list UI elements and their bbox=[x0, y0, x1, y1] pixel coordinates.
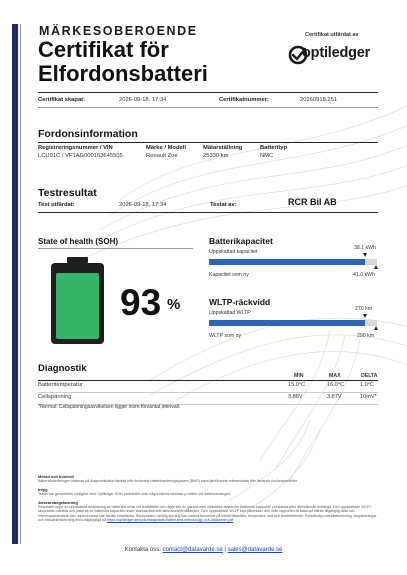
diag-row-max: 16.0°C bbox=[327, 382, 345, 388]
diag-col-min: MIN bbox=[294, 373, 304, 379]
logo-wordmark: optiledger bbox=[302, 45, 371, 61]
odometer-label: Mätarställning bbox=[203, 145, 243, 151]
contact-separator: | bbox=[222, 547, 228, 553]
certificate-title-line1: Certifikat för bbox=[38, 37, 169, 62]
meta-divider bbox=[38, 107, 378, 108]
capacity-estimated-marker bbox=[363, 253, 367, 257]
tested-by-value: RCR Bil AB bbox=[288, 197, 337, 207]
capacity-title: Batterikapacitet bbox=[209, 236, 273, 246]
responsibility-text bbox=[38, 505, 378, 523]
odometer-value: 25330 km bbox=[203, 153, 229, 159]
left-accent-stripe bbox=[12, 24, 18, 544]
reg-value: LCU91C / VF1AG000163645505 bbox=[38, 153, 123, 159]
diag-row bbox=[38, 381, 378, 391]
methodology-link[interactable]: https://optiledger.se/sv/kunskapsbas-batteri-test-metodology-och-disclaimer.pdf bbox=[107, 518, 233, 523]
method-title: Metod och kontroll bbox=[38, 474, 74, 479]
wltp-new-value: 290 km bbox=[357, 333, 375, 339]
contact-line bbox=[0, 547, 407, 553]
diag-row-name: Batteritemperatur bbox=[38, 382, 83, 388]
battery-gauge bbox=[51, 257, 104, 344]
capacity-estimated-value: 38.1 kWh bbox=[354, 245, 376, 251]
soh-divider bbox=[38, 248, 193, 249]
diag-row-min: 15.0°C bbox=[288, 382, 306, 388]
wltp-estimated-value: 270 km bbox=[355, 306, 373, 312]
certificate-pretitle: MÄRKESOBEROENDE bbox=[39, 24, 198, 38]
integ-title: Intyg bbox=[38, 487, 48, 492]
battery-type-value: NMC bbox=[260, 153, 274, 159]
optiledger-logo bbox=[288, 44, 388, 68]
wltp-new-label: WLTP som ny bbox=[209, 333, 242, 339]
issuer-label: Certifikat utfärdat av bbox=[305, 32, 359, 38]
capacity-new-label: Kapacitet som ny bbox=[209, 272, 249, 278]
integ-text: Testet har genomförts i enlighet med Optiledger SOH-protokollet utan några kända tekniska problem vid datainsamlingen. bbox=[38, 492, 232, 496]
method-text: Batteriutvärderingen baseras på diagnostikdata hämtad från fordonets batterihanteringssystem (BMS) samt jämförande referensdata från liknande fordonsmodeller. bbox=[38, 479, 298, 483]
test-section-title: Testresultat bbox=[38, 187, 97, 199]
soh-label: State of health (SOH) bbox=[38, 237, 119, 246]
make-value: Renault Zoe bbox=[146, 153, 178, 159]
diag-row-delta: 1.0°C bbox=[360, 382, 375, 388]
created-label: Certifikat skapat: bbox=[38, 97, 86, 103]
capacity-new-value: 41.0 kWh bbox=[353, 272, 375, 278]
battery-type-label: Batterityp bbox=[260, 145, 288, 151]
created-value: 2026-09-18, 17:34 bbox=[119, 97, 167, 103]
diag-row-name: Cellspänning bbox=[38, 394, 72, 400]
responsibility-title: Ansvarsbegränsning bbox=[38, 500, 78, 505]
diag-col-max: MAX bbox=[329, 373, 341, 379]
wltp-estimated-marker bbox=[363, 314, 367, 318]
tested-by-label: Testat av: bbox=[210, 202, 237, 208]
test-divider bbox=[38, 212, 378, 213]
capacity-bar bbox=[209, 259, 377, 265]
sales-email-link[interactable]: sales@datavarde.se bbox=[227, 547, 283, 553]
contact-email-link[interactable]: contact@datavarde.se bbox=[162, 547, 223, 553]
certificate-number-value: 20260918.251 bbox=[300, 97, 338, 103]
soh-unit: % bbox=[167, 296, 181, 313]
certificate-title-line2: Elfordonsbatteri bbox=[38, 61, 208, 86]
diag-row-max: 3.87V bbox=[327, 394, 342, 400]
wltp-bar bbox=[209, 320, 377, 326]
wltp-title: WLTP-räckvidd bbox=[209, 297, 271, 307]
battery-body bbox=[51, 263, 104, 344]
test-issued-value: 2026-09-18, 17:34 bbox=[119, 202, 167, 208]
wltp-estimated-label: Uppskattad WLTP bbox=[209, 310, 251, 316]
battery-fill-level bbox=[56, 273, 99, 339]
diag-row-delta: 10mV* bbox=[360, 394, 377, 400]
capacity-estimated-label: Uppskattad kapacitet bbox=[209, 249, 258, 255]
soh-value: 93 bbox=[120, 282, 162, 323]
vehicle-divider bbox=[38, 142, 378, 143]
test-issued-label: Test utfärdat: bbox=[38, 202, 75, 208]
contact-prefix: Kontakta oss: bbox=[124, 547, 161, 553]
wltp-new-marker bbox=[374, 326, 378, 330]
responsibility-body: Resultatet utgör en uppskattad bedömning av batteriets skick vid testtillfället och utgör inte en garanti eller utfästelse avseende batteriets kapacitet, prestanda eller återstående livslängd. Den uppskattade WLTP-räckvidden härleds och justeras av batteriets kapacitet under standardiserade laboratorieförhållanden. Den uppskattade WLTP kan påverkas i den mån rapporten är baserad utifrån tillgänglig data och referensparametrar och representerar inte faktisk körsträcka. Räckvidden i verklig körning kan variera beroende på körförhållanden, temperatur, last och förarbeteende. Fullständig metodbeskrivning, begränsningar och ansvarsfriskrivning finns tillgängliga på bbox=[38, 505, 377, 523]
capacity-new-marker bbox=[374, 265, 378, 269]
left-accent-line bbox=[20, 24, 21, 544]
make-label: Märke / Modell bbox=[146, 145, 186, 151]
capacity-bar-fill bbox=[209, 259, 365, 265]
diag-row bbox=[38, 393, 378, 403]
diag-row-min: 3.86V bbox=[288, 394, 303, 400]
reg-label: Registreringsnummer / VIN bbox=[38, 145, 113, 151]
certificate-number-label: Certifikatnummer: bbox=[219, 97, 269, 103]
diag-col-delta: DELTA bbox=[361, 373, 378, 379]
header-divider bbox=[38, 92, 378, 93]
diagnostics-section-title: Diagnostik bbox=[38, 363, 87, 374]
wltp-bar-fill bbox=[209, 320, 365, 326]
diagnostics-note: *Normal: Cellspänningsavvikelsen ligger inom förväntat intervall. bbox=[38, 404, 181, 410]
vehicle-section-title: Fordonsinformation bbox=[38, 128, 138, 140]
